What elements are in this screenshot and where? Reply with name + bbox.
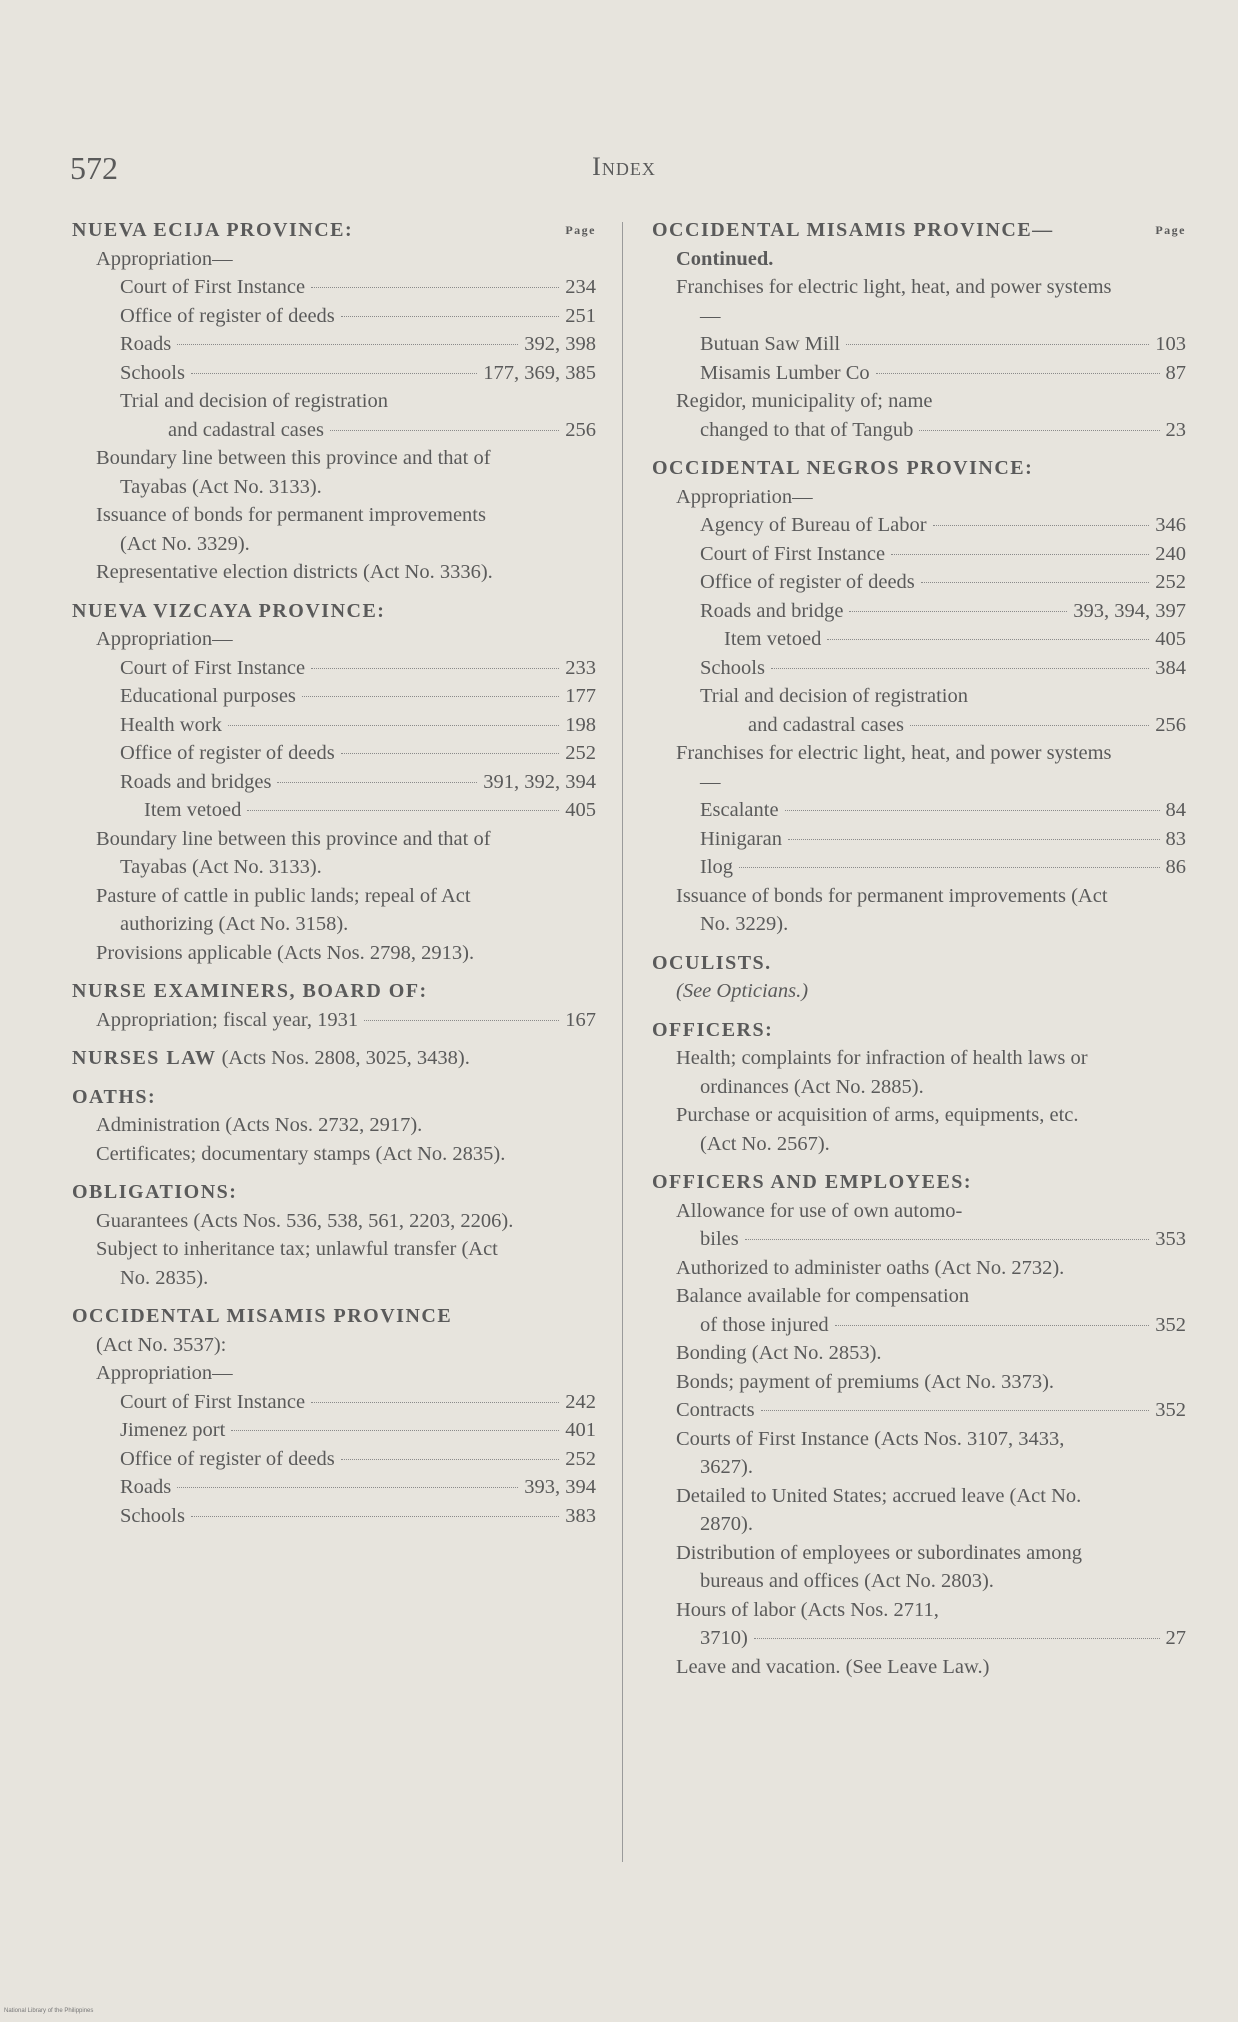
list-item: Leave and vacation. (See Leave Law.) <box>676 1655 990 1678</box>
heading: OCULISTS. <box>652 951 772 974</box>
list-item: biles 353 <box>700 1228 1186 1250</box>
list-item: Hours of labor (Acts Nos. 2711, <box>676 1598 939 1621</box>
list-item: Bonds; payment of premiums (Act No. 3373). <box>676 1370 1055 1393</box>
list-item: 3710) 27 <box>700 1627 1186 1649</box>
list-item: Provisions applicable (Acts Nos. 2798, 2913). <box>96 941 475 964</box>
list-item: Distribution of employees or subordinates among bureaus and offices (Act No. 2803). <box>676 1541 1082 1592</box>
list-item: Jimenez port 401 <box>120 1419 596 1441</box>
entry-nueva-ecija <box>72 216 596 587</box>
list-item: Franchises for electric light, heat, and power systems— <box>676 276 1112 327</box>
page-number: 572 <box>70 150 118 186</box>
list-item: Certificates; documentary stamps (Act No. 2835). <box>96 1142 506 1165</box>
subheading: Appropriation— <box>96 1362 233 1384</box>
subheading: Appropriation— <box>96 628 233 650</box>
list-item: Allowance for use of own automo- <box>676 1199 963 1222</box>
heading: NURSES LAW <box>72 1047 217 1069</box>
list-item: Courts of First Instance (Acts Nos. 3107, 3433, 3627). <box>676 1427 1065 1478</box>
list-item: Representative election districts (Act No. 3336). <box>96 561 493 583</box>
list-item: Schools 383 <box>120 1504 596 1527</box>
list-item: Schools 384 <box>700 656 1186 679</box>
list-item: Boundary line between this province and that of Tayabas (Act No. 3133). <box>96 827 491 878</box>
list-item: Roads 392, 398 <box>120 333 596 355</box>
list-item: Office of register of deeds 252 <box>120 1447 596 1470</box>
list-item: Health; complaints for infraction of health laws or ordinances (Act No. 2885). <box>676 1047 1088 1098</box>
list-item: Educational purposes 177 <box>120 685 596 707</box>
heading: NUEVA VIZCAYA PROVINCE: <box>72 599 386 622</box>
heading: OCCIDENTAL MISAMIS PROVINCE <box>72 1305 453 1327</box>
list-item: Issuance of bonds for permanent improvements (Act No. 3329). <box>96 504 486 555</box>
entry-text: (Act No. 3537): <box>96 1333 227 1356</box>
list-item: Issuance of bonds for permanent improvements (Act No. 3229). <box>676 884 1108 935</box>
heading: OATHS: <box>72 1085 157 1108</box>
list-item: Misamis Lumber Co 87 <box>700 361 1186 384</box>
list-item: and cadastral cases 256 <box>748 713 1186 736</box>
page-column-label: Page <box>1155 223 1186 237</box>
heading: NUEVA ECIJA PROVINCE: <box>72 219 354 241</box>
list-item: Appropriation; fiscal year, 1931 167 <box>96 1008 596 1031</box>
entry-oculists <box>652 949 1186 1006</box>
list-item: Administration (Acts Nos. 2732, 2917). <box>96 1114 423 1136</box>
list-item: Ilog 86 <box>700 856 1186 878</box>
column-divider <box>622 222 623 1862</box>
entry-nueva-vizcaya <box>72 597 596 968</box>
list-item: Court of First Instance 234 <box>120 276 596 298</box>
heading: NURSE EXAMINERS, BOARD OF: <box>72 980 428 1002</box>
entry-officers <box>652 1016 1186 1159</box>
entry-text: (Acts Nos. 2808, 3025, 3438). <box>221 1047 470 1069</box>
list-item: Trial and decision of registration <box>700 685 968 707</box>
list-item: Item vetoed 405 <box>724 628 1186 650</box>
continued-label: Continued. <box>676 247 774 270</box>
list-item: Franchises for electric light, heat, and power systems— <box>676 742 1112 793</box>
list-item: Detailed to United States; accrued leave (Act No. 2870). <box>676 1484 1082 1535</box>
heading: OCCIDENTAL MISAMIS PROVINCE— <box>652 219 1054 241</box>
heading: OFFICERS: <box>652 1018 774 1041</box>
entry-obligations <box>72 1178 596 1292</box>
list-item: Regidor, municipality of; name <box>676 390 933 412</box>
list-item: Court of First Instance 240 <box>700 542 1186 565</box>
entry-occidental-negros <box>652 454 1186 939</box>
list-item: Item vetoed 405 <box>144 799 596 821</box>
left-column <box>72 216 596 1540</box>
list-item: Schools 177, 369, 385 <box>120 361 596 384</box>
entry-officers-and-employees <box>652 1168 1186 1681</box>
list-item: Agency of Bureau of Labor 346 <box>700 514 1186 536</box>
list-item: Purchase or acquisition of arms, equipments, etc. (Act No. 2567). <box>676 1104 1079 1155</box>
subheading: Appropriation— <box>96 247 233 270</box>
entry-nurse-examiners <box>72 977 596 1034</box>
list-item: Office of register of deeds 252 <box>700 571 1186 593</box>
list-item: Roads and bridges 391, 392, 394 <box>120 770 596 793</box>
list-item: Escalante 84 <box>700 799 1186 821</box>
cross-reference: (See Opticians.) <box>676 980 809 1002</box>
entry-nurses-law <box>72 1044 596 1073</box>
list-item: Boundary line between this province and that of Tayabas (Act No. 3133). <box>96 447 491 498</box>
heading: OCCIDENTAL NEGROS PROVINCE: <box>652 457 1034 479</box>
entry-occidental-misamis-continued <box>652 216 1186 444</box>
list-item: Hinigaran 83 <box>700 827 1186 850</box>
heading: OBLIGATIONS: <box>72 1181 238 1203</box>
page-title: Index <box>592 152 656 181</box>
page-column-label: Page <box>565 223 596 237</box>
list-item: Roads and bridge 393, 394, 397 <box>700 599 1186 622</box>
list-item: Court of First Instance 242 <box>120 1390 596 1413</box>
list-item: Subject to inheritance tax; unlawful transfer (Act No. 2835). <box>96 1238 498 1289</box>
right-column <box>652 216 1186 1691</box>
list-item: Office of register of deeds 252 <box>120 742 596 764</box>
heading: OFFICERS AND EMPLOYEES: <box>652 1171 973 1193</box>
entry-oaths <box>72 1083 596 1169</box>
list-item: Balance available for compensation <box>676 1285 970 1307</box>
list-item: and cadastral cases 256 <box>168 418 596 441</box>
list-item: Health work 198 <box>120 713 596 736</box>
list-item: Contracts 352 <box>676 1399 1186 1421</box>
list-item: changed to that of Tangub 23 <box>700 418 1186 441</box>
footer-credit: National Library of the Philippines <box>4 2008 94 2014</box>
list-item: Court of First Instance 233 <box>120 656 596 679</box>
list-item: Butuan Saw Mill 103 <box>700 333 1186 355</box>
list-item: Trial and decision of registration <box>120 390 388 412</box>
list-item: Roads 393, 394 <box>120 1476 596 1498</box>
list-item: Guarantees (Acts Nos. 536, 538, 561, 2203, 2206). <box>96 1209 514 1232</box>
list-item: Office of register of deeds 251 <box>120 304 596 327</box>
list-item: of those injured 352 <box>700 1313 1186 1336</box>
page-header <box>70 150 1178 194</box>
list-item: Pasture of cattle in public lands; repeal of Act authorizing (Act No. 3158). <box>96 884 471 935</box>
subheading: Appropriation— <box>676 485 813 508</box>
list-item: Bonding (Act No. 2853). <box>676 1342 882 1364</box>
list-item: Authorized to administer oaths (Act No. 2732). <box>676 1256 1065 1279</box>
entry-occidental-misamis <box>72 1302 596 1530</box>
